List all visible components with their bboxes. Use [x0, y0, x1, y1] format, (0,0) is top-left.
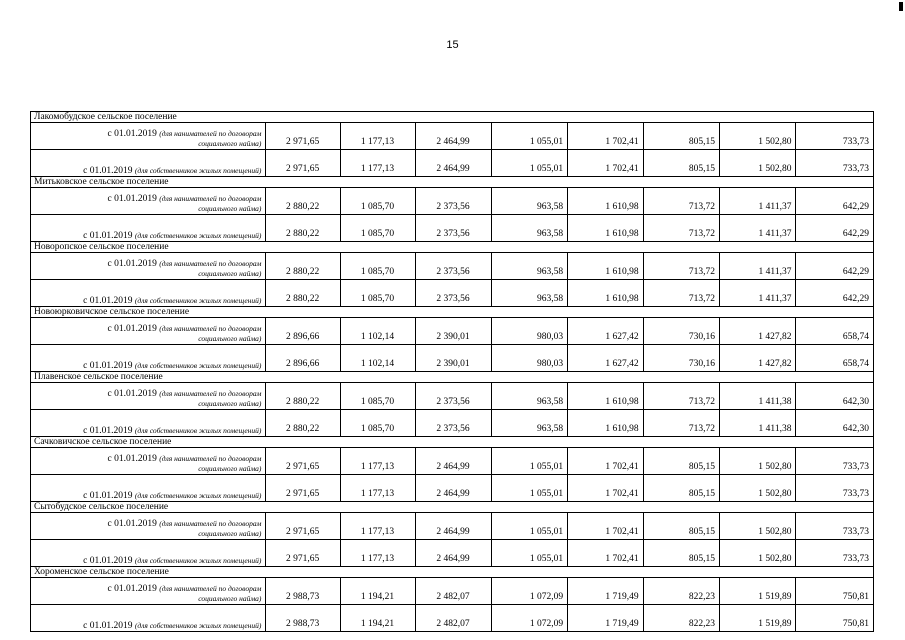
- row-label-note: (для собственников жилых помещений): [134, 426, 262, 435]
- value-cell: 1 519,89: [720, 605, 796, 632]
- row-label-date: с 01.01.2019: [83, 231, 133, 241]
- value-cell: 2 390,01: [416, 345, 491, 372]
- row-label-date: с 01.01.2019: [107, 519, 157, 529]
- row-label-note: (для нанимателей по договорам: [159, 389, 262, 398]
- row-label-date: с 01.01.2019: [107, 584, 157, 594]
- value-cell: 1 194,21: [340, 605, 415, 632]
- value-cell: 1 194,21: [340, 578, 415, 605]
- value-cell: 2 464,99: [416, 540, 491, 567]
- value-cell: 1 411,38: [720, 410, 796, 437]
- value-cell: 1 102,14: [340, 318, 415, 345]
- row-label-note: (для собственников жилых помещений): [134, 296, 262, 305]
- value-cell: 733,73: [796, 540, 874, 567]
- table-row-owner: [31, 605, 874, 632]
- row-label-note: (для собственников жилых помещений): [134, 231, 262, 240]
- value-cell: 713,72: [643, 410, 719, 437]
- row-label-note: (для нанимателей по договорам: [159, 194, 262, 203]
- value-cell: 2 880,22: [266, 188, 340, 215]
- value-cell: 713,72: [643, 215, 719, 242]
- row-label-note: (для собственников жилых помещений): [134, 621, 262, 630]
- value-cell: 2 971,65: [266, 513, 340, 540]
- value-cell: 1 610,98: [568, 253, 643, 280]
- row-label-date: с 01.01.2019: [83, 491, 133, 501]
- table-row-owner: [31, 540, 874, 567]
- row-label-date: с 01.01.2019: [83, 426, 133, 436]
- value-cell: 2 880,22: [266, 215, 340, 242]
- value-cell: 963,58: [491, 253, 567, 280]
- row-label-tenant-line2: социального найма): [198, 464, 262, 473]
- row-label-owner: [31, 605, 266, 632]
- value-cell: 1 502,80: [720, 540, 796, 567]
- value-cell: 1 055,01: [491, 475, 567, 502]
- value-cell: 805,15: [643, 513, 719, 540]
- table-row-tenant: [31, 448, 874, 475]
- row-label-tenant: [31, 188, 266, 215]
- value-cell: 2 971,65: [266, 123, 340, 150]
- row-label-date: с 01.01.2019: [107, 454, 157, 464]
- row-label-tenant: [31, 513, 266, 540]
- value-cell: 713,72: [643, 253, 719, 280]
- value-cell: 963,58: [491, 383, 567, 410]
- row-label-note: (для нанимателей по договорам: [159, 454, 262, 463]
- value-cell: 2 971,65: [266, 150, 340, 177]
- row-label-date: с 01.01.2019: [107, 259, 157, 269]
- row-label-tenant-line1: [34, 454, 261, 464]
- page-number: 15: [446, 39, 459, 51]
- row-label-note: (для нанимателей по договорам: [159, 259, 262, 268]
- tariff-table-body: [31, 112, 874, 632]
- value-cell: 805,15: [643, 475, 719, 502]
- row-label-tenant-line2: социального найма): [198, 399, 262, 408]
- row-label-owner: [31, 540, 266, 567]
- row-label-note: (для нанимателей по договорам: [159, 519, 262, 528]
- section-name: Плавенское сельское поселение: [31, 372, 874, 383]
- value-cell: 2 971,65: [266, 475, 340, 502]
- value-cell: 2 373,56: [416, 253, 491, 280]
- value-cell: 1 702,41: [568, 513, 643, 540]
- value-cell: 642,30: [796, 383, 874, 410]
- value-cell: 1 085,70: [340, 383, 415, 410]
- row-label-tenant-line2: социального найма): [198, 529, 262, 538]
- value-cell: 1 085,70: [340, 280, 415, 307]
- row-label-note: (для нанимателей по договорам: [159, 324, 262, 333]
- tariff-table: [30, 111, 874, 632]
- value-cell: 733,73: [796, 123, 874, 150]
- row-label-note: (для собственников жилых помещений): [134, 361, 262, 370]
- value-cell: 2 880,22: [266, 253, 340, 280]
- value-cell: 733,73: [796, 448, 874, 475]
- value-cell: 1 502,80: [720, 150, 796, 177]
- value-cell: 2 464,99: [416, 448, 491, 475]
- table-row-tenant: [31, 318, 874, 345]
- value-cell: 805,15: [643, 123, 719, 150]
- row-label-tenant: [31, 578, 266, 605]
- table-row-tenant: [31, 253, 874, 280]
- row-label-tenant-line2: социального найма): [198, 139, 262, 148]
- value-cell: 1 610,98: [568, 410, 643, 437]
- value-cell: 1 502,80: [720, 448, 796, 475]
- value-cell: 733,73: [796, 513, 874, 540]
- row-label-tenant: [31, 318, 266, 345]
- value-cell: 2 482,07: [416, 605, 491, 632]
- row-label-tenant-line1: [34, 129, 261, 139]
- value-cell: 1 411,37: [720, 280, 796, 307]
- value-cell: 2 390,01: [416, 318, 491, 345]
- section-header-row: [31, 177, 874, 188]
- value-cell: 730,16: [643, 345, 719, 372]
- row-label-owner: [31, 150, 266, 177]
- value-cell: 980,03: [491, 345, 567, 372]
- row-label-note: (для собственников жилых помещений): [134, 556, 262, 565]
- row-label-date: с 01.01.2019: [83, 296, 133, 306]
- value-cell: 1 502,80: [720, 475, 796, 502]
- value-cell: 1 055,01: [491, 513, 567, 540]
- value-cell: 733,73: [796, 475, 874, 502]
- value-cell: 2 464,99: [416, 475, 491, 502]
- value-cell: 2 896,66: [266, 318, 340, 345]
- value-cell: 2 880,22: [266, 280, 340, 307]
- table-row-owner: [31, 215, 874, 242]
- value-cell: 2 971,65: [266, 540, 340, 567]
- value-cell: 1 627,42: [568, 318, 643, 345]
- value-cell: 713,72: [643, 280, 719, 307]
- row-label-owner: [31, 345, 266, 372]
- section-name: Митьковское сельское поселение: [31, 177, 874, 188]
- value-cell: 642,29: [796, 280, 874, 307]
- table-row-tenant: [31, 578, 874, 605]
- section-header-row: [31, 567, 874, 578]
- table-row-owner: [31, 280, 874, 307]
- section-header-row: [31, 372, 874, 383]
- value-cell: 1 502,80: [720, 123, 796, 150]
- value-cell: 980,03: [491, 318, 567, 345]
- value-cell: 1 072,09: [491, 578, 567, 605]
- value-cell: 1 719,49: [568, 578, 643, 605]
- value-cell: 1 072,09: [491, 605, 567, 632]
- value-cell: 963,58: [491, 188, 567, 215]
- row-label-tenant-line1: [34, 584, 261, 594]
- value-cell: 1 610,98: [568, 188, 643, 215]
- value-cell: 1 085,70: [340, 215, 415, 242]
- value-cell: 1 702,41: [568, 150, 643, 177]
- value-cell: 1 427,82: [720, 318, 796, 345]
- value-cell: 1 411,37: [720, 188, 796, 215]
- row-label-note: (для нанимателей по договорам: [159, 129, 262, 138]
- value-cell: 963,58: [491, 215, 567, 242]
- row-label-tenant-line1: [34, 259, 261, 269]
- section-header-row: [31, 112, 874, 123]
- row-label-owner: [31, 280, 266, 307]
- value-cell: 2 482,07: [416, 578, 491, 605]
- value-cell: 642,29: [796, 188, 874, 215]
- value-cell: 1 085,70: [340, 188, 415, 215]
- section-name: Сачковичское сельское поселение: [31, 437, 874, 448]
- row-label-date: с 01.01.2019: [107, 324, 157, 334]
- section-name: Сытобудское сельское поселение: [31, 502, 874, 513]
- table-row-owner: [31, 345, 874, 372]
- value-cell: 642,29: [796, 215, 874, 242]
- value-cell: 805,15: [643, 448, 719, 475]
- value-cell: 963,58: [491, 410, 567, 437]
- value-cell: 2 373,56: [416, 280, 491, 307]
- value-cell: 750,81: [796, 578, 874, 605]
- row-label-tenant-line2: социального найма): [198, 269, 262, 278]
- row-label-tenant-line1: [34, 194, 261, 204]
- row-label-tenant: [31, 383, 266, 410]
- value-cell: 1 719,49: [568, 605, 643, 632]
- scan-corner-mark: [899, 2, 903, 11]
- section-header-row: [31, 502, 874, 513]
- row-label-tenant: [31, 253, 266, 280]
- value-cell: 1 702,41: [568, 475, 643, 502]
- row-label-note: (для собственников жилых помещений): [134, 166, 262, 175]
- row-label-tenant-line2: социального найма): [198, 594, 262, 603]
- value-cell: 1 702,41: [568, 448, 643, 475]
- value-cell: 1 702,41: [568, 123, 643, 150]
- section-header-row: [31, 437, 874, 448]
- row-label-tenant: [31, 448, 266, 475]
- value-cell: 2 971,65: [266, 448, 340, 475]
- table-row-tenant: [31, 513, 874, 540]
- value-cell: 1 702,41: [568, 540, 643, 567]
- value-cell: 1 177,13: [340, 448, 415, 475]
- value-cell: 1 085,70: [340, 253, 415, 280]
- value-cell: 713,72: [643, 383, 719, 410]
- value-cell: 2 464,99: [416, 513, 491, 540]
- row-label-tenant-line1: [34, 519, 261, 529]
- value-cell: 1 055,01: [491, 123, 567, 150]
- row-label-note: (для нанимателей по договорам: [159, 584, 262, 593]
- row-label-tenant-line2: социального найма): [198, 204, 262, 213]
- section-name: Лакомобудское сельское поселение: [31, 112, 874, 123]
- value-cell: 1 610,98: [568, 280, 643, 307]
- value-cell: 1 411,38: [720, 383, 796, 410]
- value-cell: 805,15: [643, 540, 719, 567]
- row-label-date: с 01.01.2019: [83, 166, 133, 176]
- value-cell: 1 177,13: [340, 513, 415, 540]
- value-cell: 2 464,99: [416, 150, 491, 177]
- value-cell: 1 177,13: [340, 475, 415, 502]
- table-row-owner: [31, 150, 874, 177]
- section-name: Хороменское сельское поселение: [31, 567, 874, 578]
- value-cell: 963,58: [491, 280, 567, 307]
- value-cell: 642,29: [796, 253, 874, 280]
- value-cell: 822,23: [643, 605, 719, 632]
- value-cell: 2 373,56: [416, 383, 491, 410]
- value-cell: 1 427,82: [720, 345, 796, 372]
- row-label-date: с 01.01.2019: [107, 389, 157, 399]
- row-label-tenant: [31, 123, 266, 150]
- value-cell: 822,23: [643, 578, 719, 605]
- value-cell: 1 102,14: [340, 345, 415, 372]
- value-cell: 1 055,01: [491, 448, 567, 475]
- value-cell: 658,74: [796, 345, 874, 372]
- row-label-tenant-line2: социального найма): [198, 334, 262, 343]
- value-cell: 658,74: [796, 318, 874, 345]
- value-cell: 1 411,37: [720, 253, 796, 280]
- value-cell: 1 177,13: [340, 123, 415, 150]
- section-header-row: [31, 307, 874, 318]
- row-label-tenant-line1: [34, 324, 261, 334]
- value-cell: 805,15: [643, 150, 719, 177]
- value-cell: 1 627,42: [568, 345, 643, 372]
- row-label-note: (для собственников жилых помещений): [134, 491, 262, 500]
- value-cell: 1 610,98: [568, 383, 643, 410]
- section-header-row: [31, 242, 874, 253]
- value-cell: 2 988,73: [266, 578, 340, 605]
- value-cell: 2 373,56: [416, 188, 491, 215]
- value-cell: 642,30: [796, 410, 874, 437]
- value-cell: 1 085,70: [340, 410, 415, 437]
- value-cell: 733,73: [796, 150, 874, 177]
- table-row-tenant: [31, 123, 874, 150]
- row-label-date: с 01.01.2019: [83, 621, 133, 631]
- value-cell: 2 896,66: [266, 345, 340, 372]
- value-cell: 1 519,89: [720, 578, 796, 605]
- value-cell: 2 988,73: [266, 605, 340, 632]
- value-cell: 750,81: [796, 605, 874, 632]
- section-name: Новоропское сельское поселение: [31, 242, 874, 253]
- row-label-date: с 01.01.2019: [107, 129, 157, 139]
- value-cell: 1 177,13: [340, 540, 415, 567]
- table-row-tenant: [31, 188, 874, 215]
- value-cell: 1 055,01: [491, 150, 567, 177]
- value-cell: 713,72: [643, 188, 719, 215]
- value-cell: 730,16: [643, 318, 719, 345]
- row-label-owner: [31, 475, 266, 502]
- value-cell: 2 373,56: [416, 215, 491, 242]
- value-cell: 2 373,56: [416, 410, 491, 437]
- row-label-owner: [31, 410, 266, 437]
- value-cell: 1 177,13: [340, 150, 415, 177]
- value-cell: 2 464,99: [416, 123, 491, 150]
- row-label-owner: [31, 215, 266, 242]
- row-label-date: с 01.01.2019: [107, 194, 157, 204]
- value-cell: 1 055,01: [491, 540, 567, 567]
- value-cell: 1 610,98: [568, 215, 643, 242]
- table-row-tenant: [31, 383, 874, 410]
- row-label-date: с 01.01.2019: [83, 361, 133, 371]
- table-row-owner: [31, 410, 874, 437]
- row-label-date: с 01.01.2019: [83, 556, 133, 566]
- row-label-tenant-line1: [34, 389, 261, 399]
- section-name: Новоюрковичское сельское поселение: [31, 307, 874, 318]
- value-cell: 2 880,22: [266, 410, 340, 437]
- value-cell: 1 411,37: [720, 215, 796, 242]
- value-cell: 1 502,80: [720, 513, 796, 540]
- value-cell: 2 880,22: [266, 383, 340, 410]
- table-row-owner: [31, 475, 874, 502]
